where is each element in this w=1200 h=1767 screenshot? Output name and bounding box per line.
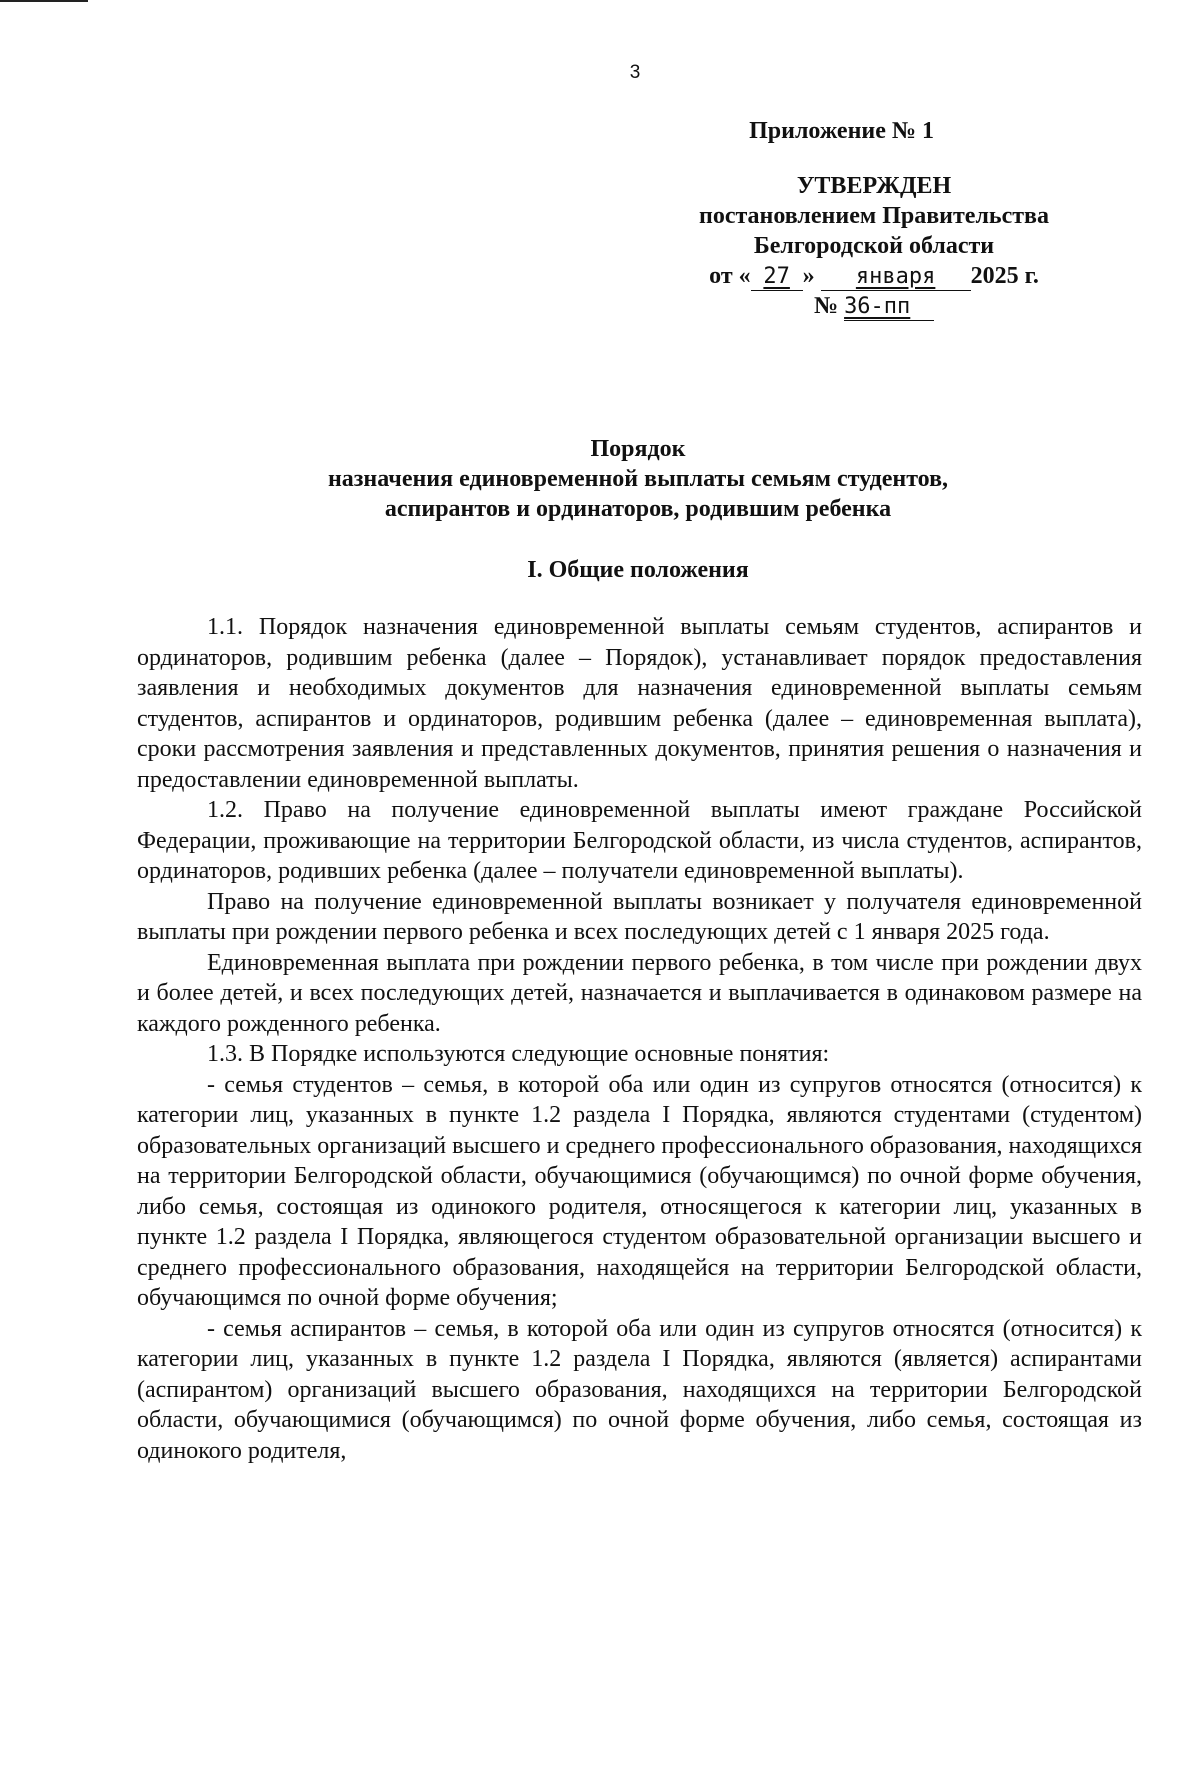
approved-heading: УТВЕРЖДЕН (796, 173, 952, 199)
definition-postgraduate-family: - семья аспирантов – семья, в которой оба или один из супругов относятся (относится) к категории лиц, указанных в пункте 1.2 раздела I Порядка, являются (является) аспирантами (аспирантом) организаций высшего образования, находящихся на территории Белгородской области, обучающимися (обучающимся) по очной форме обучения, либо семья, состоящая из одинокого родителя, (137, 1315, 1142, 1464)
date-prefix: от « (709, 263, 751, 289)
section-heading: I. Общие положения (527, 557, 749, 583)
approval-date-line (644, 261, 1104, 291)
approval-authority-line: постановлением Правительства (698, 203, 1049, 229)
approval-region-line: Белгородской области (753, 233, 995, 259)
paragraph-payment-amount: Единовременная выплата при рождении первого ребенка, в том числе при рождении двух и более детей, и всех последующих детей, назначается и выплачивается в одинаковом размере на каждого рожденного ребенка. (137, 949, 1142, 1037)
scan-edge-line (0, 0, 88, 2)
approval-stamp-block (644, 116, 1104, 321)
title-line-3: аспирантов и ординаторов, родившим ребенка (384, 496, 892, 522)
approval-number-line (644, 291, 1104, 321)
number-prefix: № (813, 293, 839, 319)
document-title (138, 434, 1138, 524)
date-day-field (751, 263, 803, 291)
date-day-suffix: » (802, 263, 815, 289)
paragraph-1-1: 1.1. Порядок назначения единовременной выплаты семьям студентов, аспирантов и ординаторов, родившим ребенка (далее – Порядок), устанавливает порядок предоставления заявления и необходимых документов для назначения единовременной выплаты семьям студентов, аспирантов и ординаторов, родившим ребенка (далее – единовременная выплата), сроки рассмотрения заявления и представленных документов, принятия решения о назначения и предоставлении единовременной выплаты. (137, 614, 1142, 793)
date-month-value: января (855, 264, 936, 289)
date-day-value: 27 (763, 264, 790, 289)
date-month-field (821, 263, 971, 291)
paragraph-1-3: 1.3. В Порядке используются следующие основные понятия: (207, 1041, 830, 1067)
paragraph-right-origin: Право на получение единовременной выплаты возникает у получателя единовременной выплаты при рождении первого ребенка и всех последующих детей с 1 января 2025 года. (137, 888, 1142, 945)
page-number: 3 (629, 62, 641, 83)
document-number-field (844, 293, 934, 321)
definition-student-family: - семья студентов – семья, в которой оба или один из супругов относятся (относится) к категории лиц, указанных в пункте 1.2 раздела I Порядка, являются студентами (студентом) образовательных организаций высшего и среднего профессионального образования, находящихся на территории Белгородской области, обучающимися (обучающимся) по очной форме обучения, либо семья, состоящая из одинокого родителя, относящегося к категории лиц, указанных в пункте 1.2 раздела I Порядка, являющегося студентом образовательной организации высшего и среднего профессионального образования, находящейся на территории Белгородской области, обучающимся по очной форме обучения; (137, 1071, 1142, 1311)
title-line-2: назначения единовременной выплаты семьям студентов, (327, 466, 949, 492)
paragraph-1-2: 1.2. Право на получение единовременной выплаты имеют граждане Российской Федерации, проживающие на территории Белгородской области, из числа студентов, аспирантов, ординаторов, родивших ребенка (далее – получатели единовременной выплаты). (137, 797, 1142, 884)
title-line-1: Порядок (590, 436, 686, 462)
appendix-label: Приложение № 1 (749, 118, 934, 144)
date-year: 2025 г. (970, 263, 1039, 289)
document-number-value: 36-пп (844, 294, 911, 319)
document-body (137, 612, 1142, 1466)
